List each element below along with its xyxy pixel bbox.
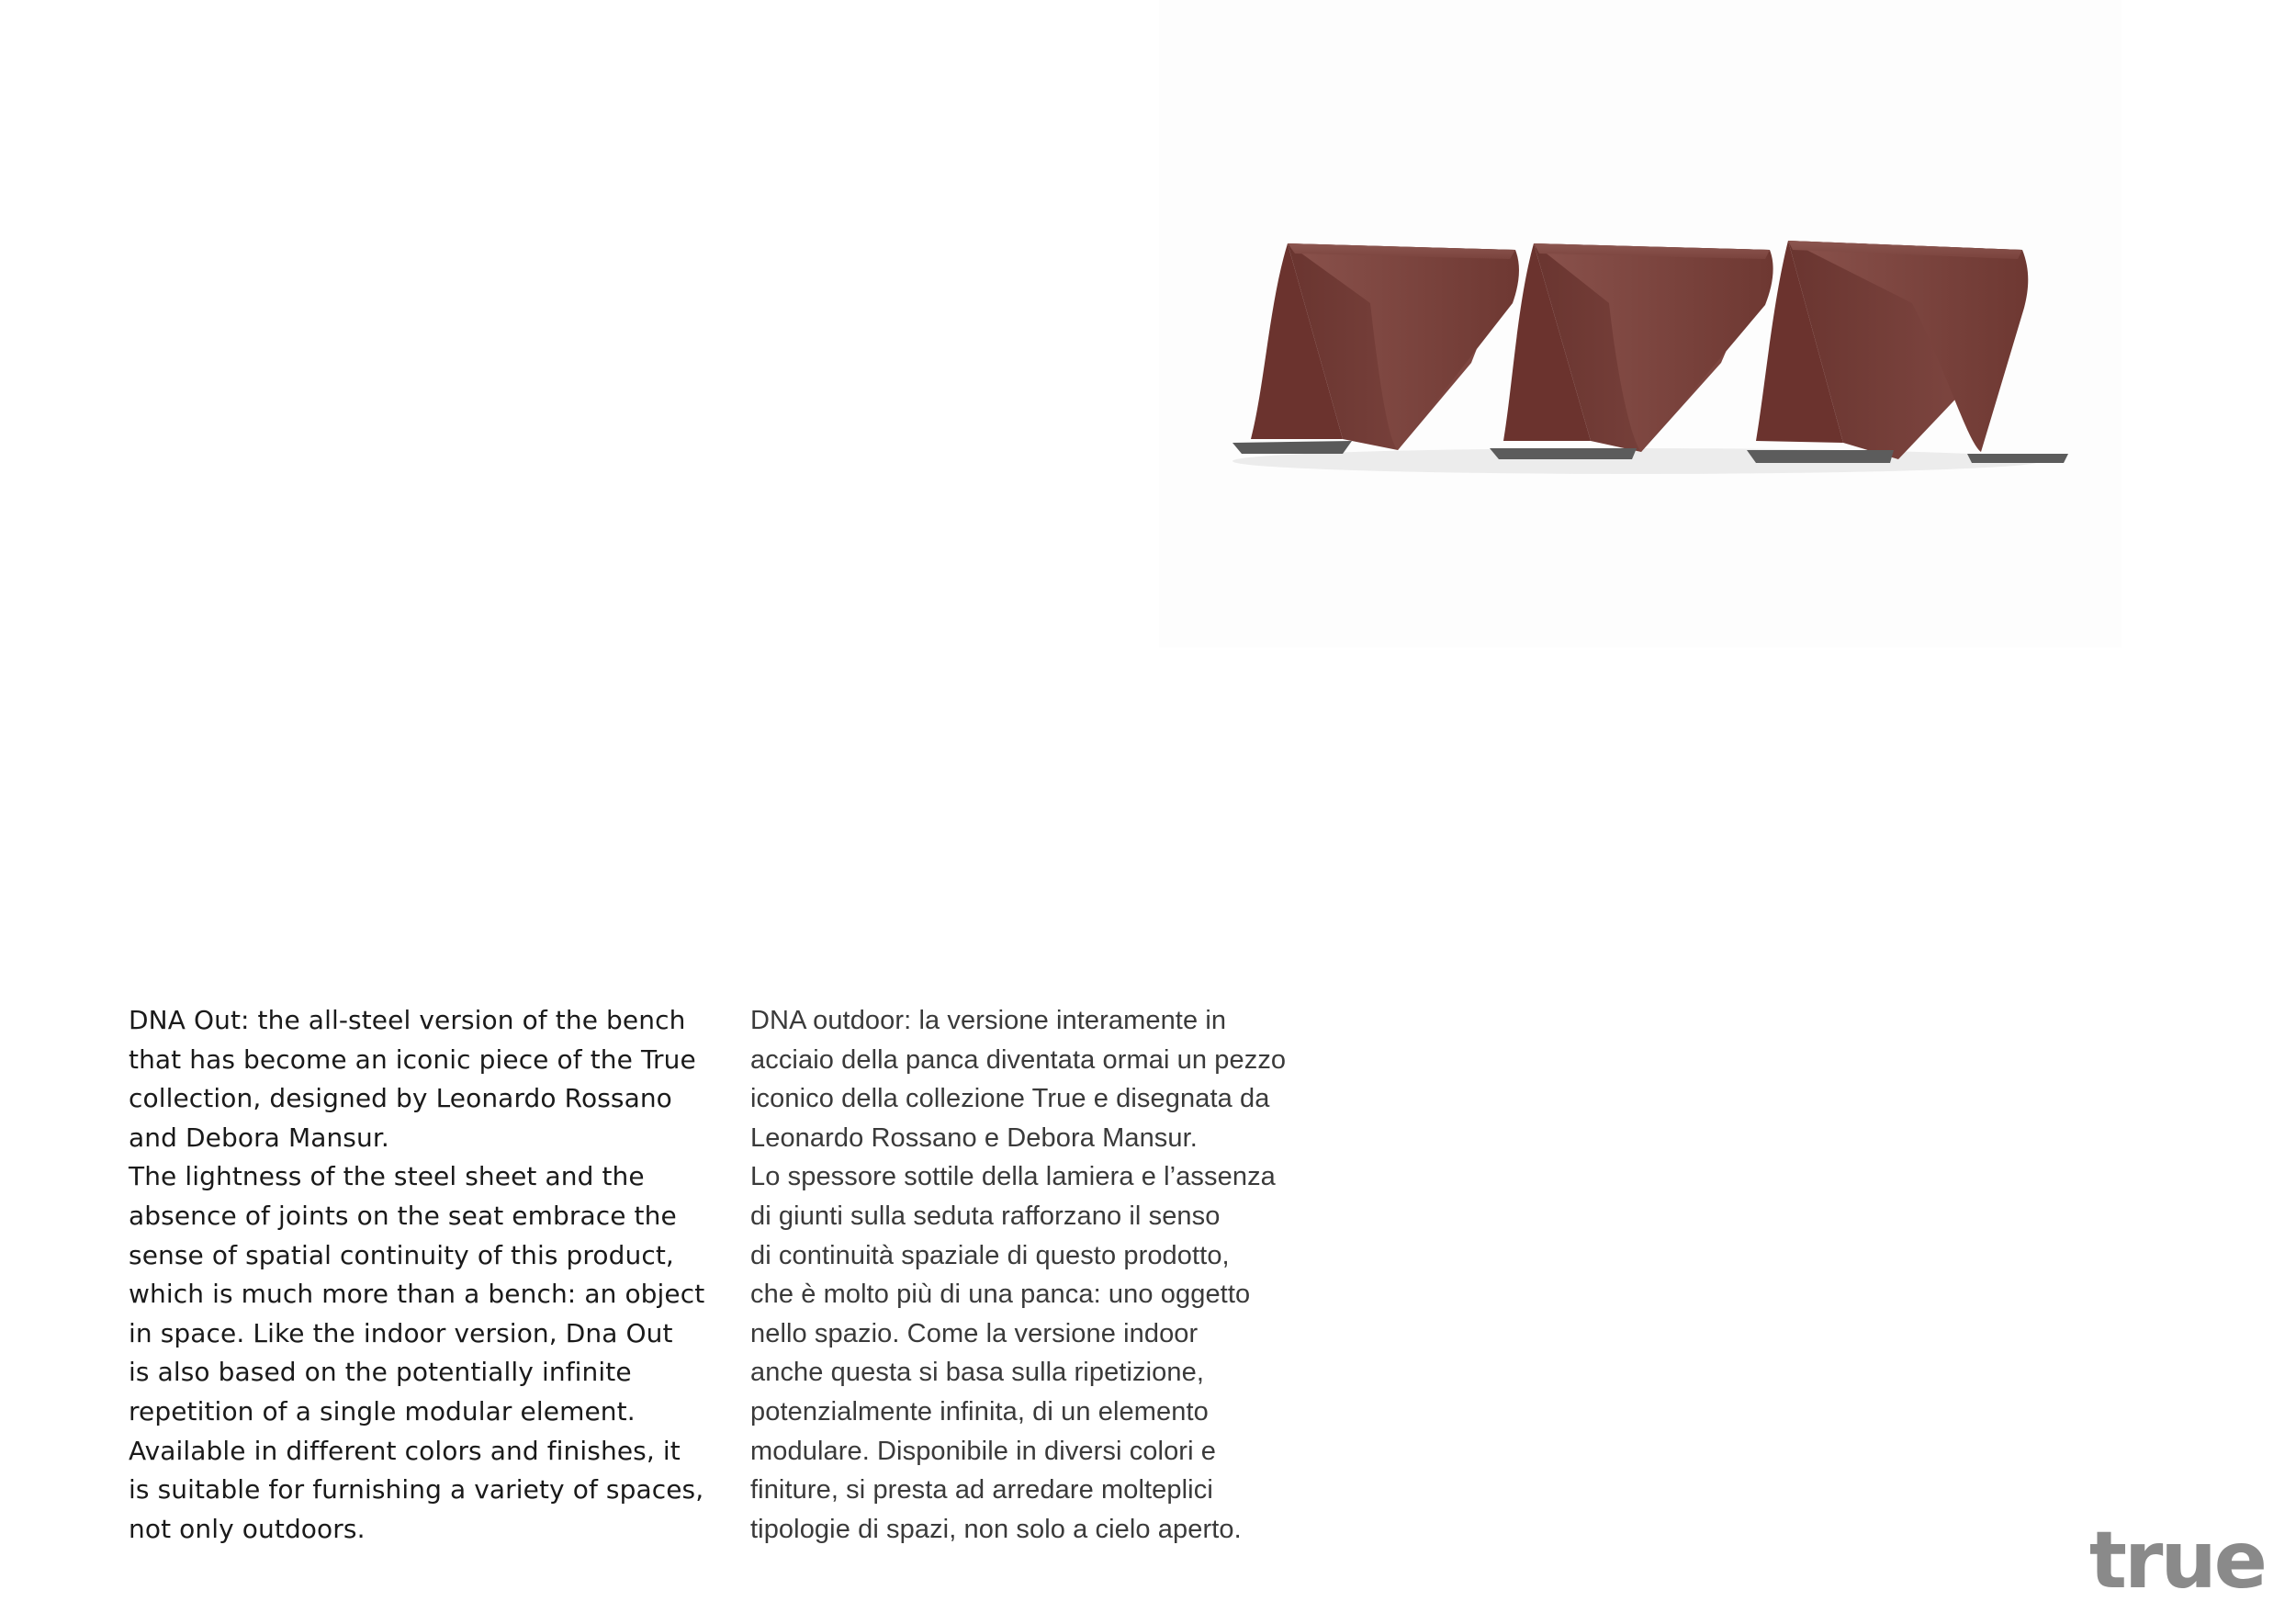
text-line: not only outdoors. bbox=[129, 1513, 366, 1544]
text-line: Available in different colors and finishes, it bbox=[129, 1435, 681, 1466]
text-line: di giunti sulla seduta rafforzano il senso bbox=[750, 1201, 1221, 1231]
product-photo bbox=[1159, 0, 2122, 648]
text-line: iconico della collezione True e disegnata da bbox=[750, 1084, 1270, 1114]
text-line: absence of joints on the seat embrace the bbox=[129, 1200, 677, 1231]
text-line: collection, designed by Leonardo Rossano bbox=[129, 1083, 672, 1114]
text-line: potenzialmente infinita, di un elemento bbox=[750, 1396, 1209, 1427]
bench-module-3 bbox=[1747, 241, 2068, 463]
text-line: which is much more than a bench: an object bbox=[129, 1279, 705, 1310]
description-english bbox=[129, 1001, 704, 1549]
text-line: acciaio della panca diventata ormai un pezzo bbox=[750, 1044, 1287, 1075]
text-line: repetition of a single modular element. bbox=[129, 1395, 636, 1427]
text-line: Lo spessore sottile della lamiera e l’assenza bbox=[750, 1162, 1276, 1192]
text-line: is also based on the potentially infinite bbox=[129, 1357, 632, 1388]
bench-module-2 bbox=[1490, 243, 1773, 459]
text-line: anche questa si basa sulla ripetizione, bbox=[750, 1358, 1204, 1388]
text-line: nello spazio. Come la versione indoor bbox=[750, 1318, 1199, 1348]
text-line: di continuità spaziale di questo prodotto, bbox=[750, 1240, 1230, 1270]
bench-shadow bbox=[1232, 448, 2041, 474]
text-line: The lightness of the steel sheet and the bbox=[129, 1161, 645, 1192]
text-line: that has become an iconic piece of the True bbox=[129, 1043, 696, 1075]
text-line: and Debora Mansur. bbox=[129, 1122, 389, 1153]
bench-module-1 bbox=[1232, 243, 1519, 454]
description-italian bbox=[750, 1001, 1286, 1549]
bench-illustration bbox=[1159, 0, 2122, 648]
text-line: DNA outdoor: la versione interamente in bbox=[750, 1006, 1227, 1035]
text-line: modulare. Disponibile in diversi colori e bbox=[750, 1436, 1216, 1466]
text-line: sense of spatial continuity of this product, bbox=[129, 1239, 674, 1270]
text-line: Leonardo Rossano e Debora Mansur. bbox=[750, 1122, 1198, 1153]
text-line: DNA Out: the all-steel version of the bench bbox=[129, 1005, 686, 1035]
text-line: finiture, si presta ad arredare molteplici bbox=[750, 1475, 1213, 1506]
text-line: che è molto più di una panca: uno oggetto bbox=[750, 1280, 1251, 1310]
text-line: in space. Like the indoor version, Dna Out bbox=[129, 1317, 673, 1348]
text-line: tipologie di spazi, non solo a cielo aperto. bbox=[750, 1514, 1242, 1544]
text-line: is suitable for furnishing a variety of spaces, bbox=[129, 1474, 704, 1506]
brand-logo: true bbox=[2088, 1515, 2265, 1607]
